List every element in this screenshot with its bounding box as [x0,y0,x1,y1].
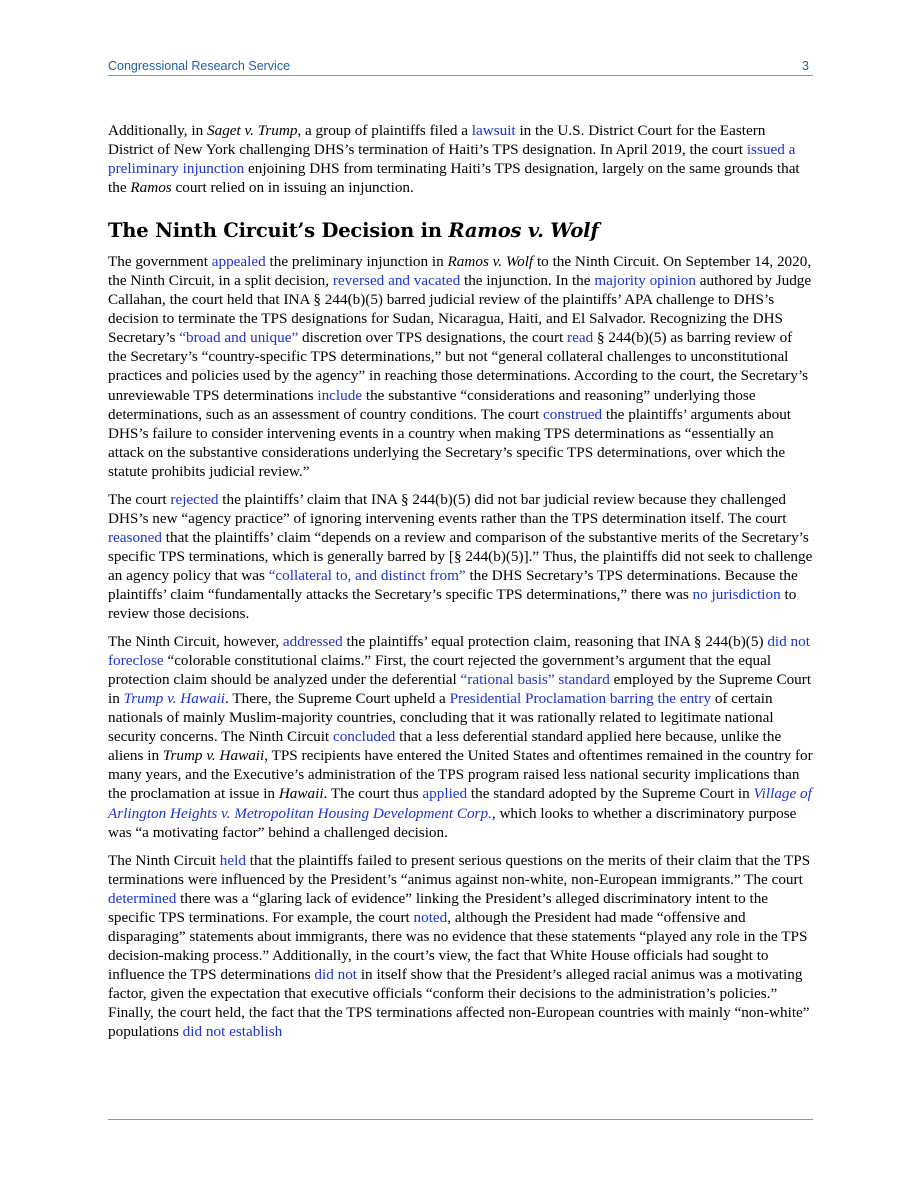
text: , which looks to whether a discriminatory purpose was “a motivating factor” behind a challenged decision. [108,804,797,841]
link-reversed-vacated[interactable]: reversed and vacated [332,272,461,290]
footer-rule [108,1119,813,1120]
case-name: Ramos [130,179,172,197]
case-name: Saget v. Trump [207,122,298,139]
case-name: Trump v. Hawaii [162,747,265,765]
text: Additionally, in [108,122,207,139]
text: the substantive “considerations and reasoning” underlying those determinations, such as an assessment of country conditions. The court [108,386,756,423]
text: , although the President had made “offensive and disparaging” statements about immigrants, there was no evidence that these statements “played any role in the TPS decision-making process.” Additionally, in the court’s view, the fact that White House officials had sought to influence the TPS determinations [108,908,808,983]
text: that the plaintiffs’ claim “depends on a review and comparison of the substantive merits of the Secretary’s specific TPS terminations, which is generally barred by [§ 244(b)(5)].” Thus, the plaintiffs did not seek to challenge an agency policy that was [108,528,813,584]
link-did-not[interactable]: did not [314,965,358,983]
link-rational-basis[interactable]: “rational basis” standard [460,671,610,689]
link-broad-unique[interactable]: “broad and unique” [179,329,299,347]
text: to the Ninth Circuit. On September 14, 2020, the Ninth Circuit, in a split decision, [108,253,812,290]
case-name: Ramos v. Wolf [447,253,534,271]
text: the preliminary injunction in [265,253,448,271]
link-determined[interactable]: determined [108,889,177,907]
link-appealed[interactable]: appealed [211,253,266,271]
text: discretion over TPS designations, the court [298,329,568,347]
text: enjoining DHS from terminating Haiti’s TPS designation, largely on the same grounds that the [108,160,800,197]
link-majority-opinion[interactable]: majority opinion [594,272,696,290]
heading-case-name: Ramos v. Wolf [448,219,599,243]
header-source: Congressional Research Service [108,59,291,73]
text: . The court thus [323,785,423,803]
text: that a less deferential standard applied here because, unlike the aliens in [108,728,782,765]
link-concluded[interactable]: concluded [332,728,396,746]
link-lawsuit[interactable]: lawsuit [471,122,516,139]
paragraph-rejected [108,490,813,623]
text: The government [108,253,212,271]
text: that the plaintiffs failed to present serious questions on the merits of their claim that the TPS terminations were influenced by the President’s “animus against non-white, non-European immigrants.” The court [108,851,811,888]
link-noted[interactable]: noted [413,908,448,926]
link-read[interactable]: read [567,329,594,347]
paragraph-saget [108,121,813,197]
section-heading [108,219,813,243]
paragraph-appeal [108,252,813,481]
text: there was a “glaring lack of evidence” linking the President’s alleged discriminatory intent to the specific TPS terminations. For example, the court [108,889,769,926]
link-preliminary-injunction[interactable]: issued a preliminary injunction [108,141,796,178]
link-no-jurisdiction[interactable]: no jurisdiction [692,585,781,603]
text: in itself show that the President’s alleged racial animus was a motivating factor, given the expectation that executive officials “conform their decisions to the administration’s policies.” Finally, the court held, the fact that the TPS terminations affected non-European countries with mainly “non-white” populations [108,965,810,1041]
text: the plaintiffs’ equal protection claim, reasoning that INA § 244(b)(5) [342,633,768,651]
header-rule [108,75,813,76]
text: the standard adopted by the Supreme Court in [467,785,754,803]
link-applied[interactable]: applied [422,785,468,803]
text: § 244(b)(5) as barring review of the Secretary’s “country-specific TPS determinations,” but not “general collateral challenges to unconstitutional practices and policies used by the agency” in reaching those determinations. According to the court, the Secretary’s unreviewable TPS determinations [108,329,809,404]
text: The Ninth Circuit [108,851,220,869]
link-reasoned[interactable]: reasoned [108,528,162,546]
paragraph-equal-protection [108,632,813,842]
text: authored by Judge Callahan, the court held that INA § 244(b)(5) barred judicial review of the plaintiffs’ APA challenge to DHS’s decision to terminate the TPS designations for Sudan, Nicaragua, Haiti, and El Salvador. Recognizing the DHS Secretary’s [108,272,812,347]
text: the plaintiffs’ claim that INA § 244(b)(5) did not bar judicial review because they challenged DHS’s new “agency practice” of ignoring intervening events rather than the TPS determination itself. The court [108,490,787,527]
text: , TPS recipients have entered the United States and oftentimes remained in the country for many years, and the Executive’s administration of the TPS program raised less national security implications than the proclamation at issue in [108,747,813,803]
page-number: 3 [802,59,809,73]
text: “colorable constitutional claims.” First, the court rejected the government’s argument that the equal protection claim should be analyzed under the deferential [108,652,772,689]
text: of certain nationals of mainly Muslim-majority countries, concluding that it was rationally related to legitimate national security concerns. The Ninth Circuit [108,690,774,746]
document-body [108,121,813,1050]
link-addressed[interactable]: addressed [282,633,343,651]
link-held[interactable]: held [219,851,246,869]
text: The Ninth Circuit, however, [108,633,283,651]
link-did-not-foreclose[interactable]: did not foreclose [108,633,810,670]
case-name: Hawaii [278,785,324,803]
link-trump-v-hawaii[interactable]: Trump v. Hawaii [123,690,226,708]
paragraph-held [108,851,813,1041]
text: the plaintiffs’ arguments about DHS’s failure to consider intervening events in a country when making TPS determinations as “essentially an attack on the substantive considerations underlying the Secretary’s specific TPS determinations, over which the statute prohibits judicial review.” [108,405,792,480]
text: The court [108,490,171,508]
link-did-not-establish[interactable]: did not establish [182,1023,283,1041]
link-construed[interactable]: construed [543,405,603,423]
text: employed by the Supreme Court in [108,671,812,708]
heading-text: The Ninth Circuit’s Decision in [108,219,449,243]
text: in the U.S. District Court for the Eastern District of New York challenging DHS’s termination of Haiti’s TPS designation. In April 2019, the court [108,122,766,159]
text: the DHS Secretary’s TPS determinations. Because the plaintiffs’ claim “fundamentally attacks the Secretary’s specific TPS determinations,” there was [108,566,798,603]
text: , a group of plaintiffs filed a [297,122,472,139]
link-arlington-heights[interactable]: Village of Arlington Heights v. Metropolitan Housing Development Corp. [108,785,812,822]
link-collateral[interactable]: “collateral to, and distinct from” [268,566,466,584]
link-presidential-proclamation[interactable]: Presidential Proclamation barring the entry [449,690,712,708]
text: court relied on in issuing an injunction. [171,179,414,197]
text: . There, the Supreme Court upheld a [225,690,450,708]
link-include[interactable]: include [317,386,363,404]
text: to review those decisions. [108,585,797,623]
page-header [108,57,813,75]
text: the injunction. In the [460,272,595,290]
link-rejected[interactable]: rejected [170,490,219,508]
